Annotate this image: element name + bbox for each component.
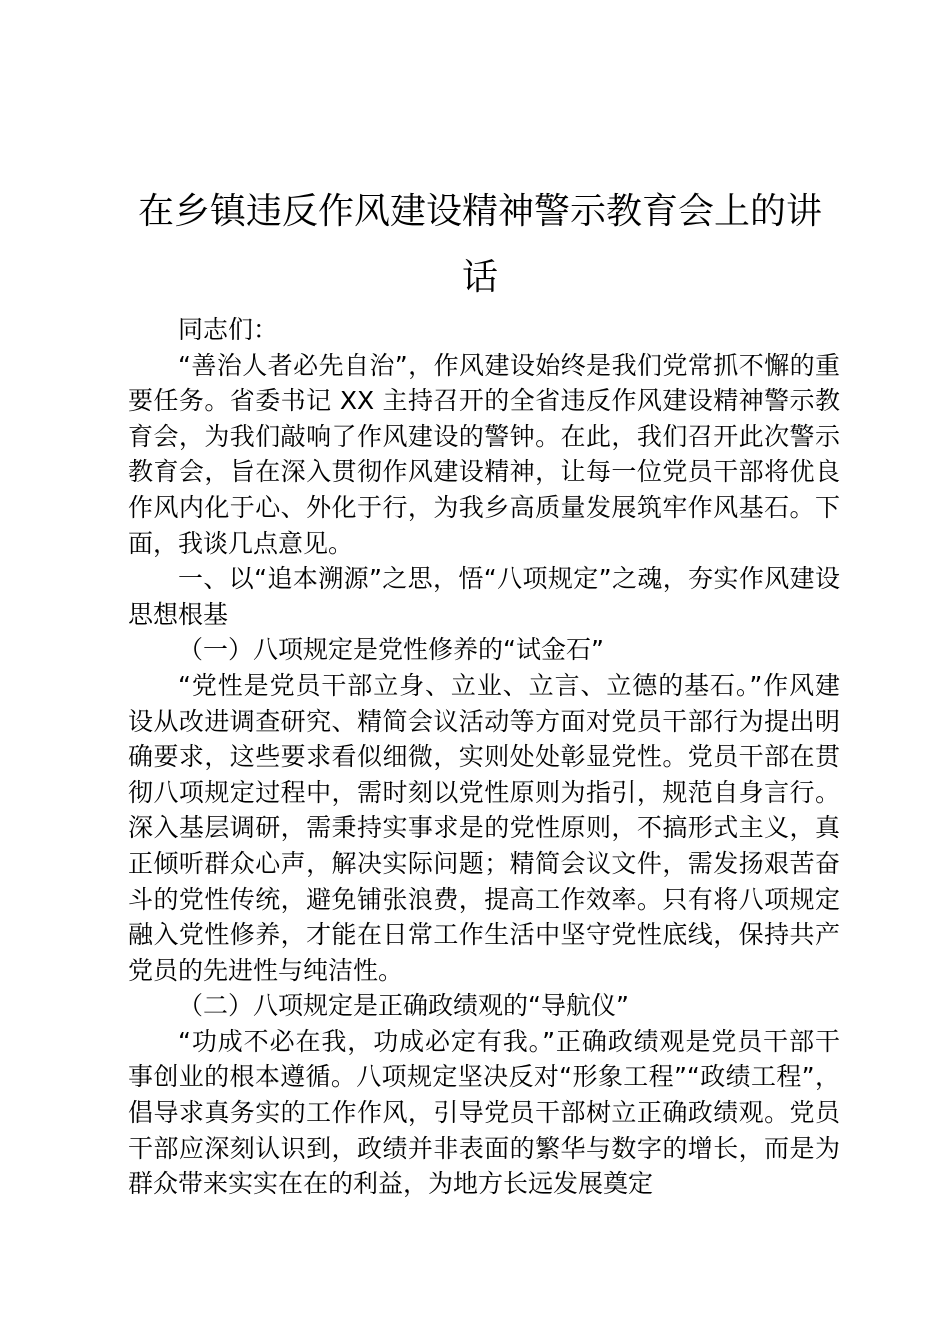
paragraph-party-spirit: “党性是党员干部立身、立业、立言、立德的基石。”作风建设从改进调查研究、精简会议活动等方面对党员干部行为提出明确要求，这些要求看似细微，实则处处彰显党性。党员干部在贯彻八项规定过程中，需时刻以党性原则为指引，规范自身言行。深入基层调研，需秉持实事求是的党性原则，不搞形式主义，真正倾听群众心声，解决实际问题；精简会议文件，需发扬艰苦奋斗的党性传统，避免铺张浪费，提高工作效率。只有将八项规定融入党性修养，才能在日常工作生活中坚守党性底线，保持共产党员的先进性与纯洁性。 [128,670,840,985]
document-title-line-1: 在乡镇违反作风建设精神警示教育会上的讲 [137,191,822,232]
document-title-line-2: 话 [461,257,498,298]
subsection-heading-1: （一）八项规定是党性修养的“试金石” [178,635,604,665]
paragraph-performance-view: “功成不必在我，功成必定有我。”正确政绩观是党员干部干事创业的根本遵循。八项规定坚决反对“形象工程”“政绩工程”，倡导求真务实的工作作风，引导党员干部树立正确政绩观。党员干部应深刻认识到，政绩并非表面的繁华与数字的增长，而是为群众带来实实在在的利益，为地方长远发展奠定 [128,1026,840,1199]
subsection-heading-2: （二）八项规定是正确政绩观的“导航仪” [178,991,629,1021]
paragraph-intro: “善治人者必先自治”，作风建设始终是我们党常抓不懈的重要任务。省委书记 XX 主持召开的全省违反作风建设精神警示教育会，为我们敲响了作风建设的警钟。在此，我们召开此次警示教育会，旨在深入贯彻作风建设精神，让每一位党员干部将优良作风内化于心、外化于行，为我乡高质量发展筑牢作风基石。下面，我谈几点意见。 [128,350,840,558]
document-body [128,312,840,1202]
salutation: 同志们： [178,315,279,344]
section-heading-1: 一、以“追本溯源”之思，悟“八项规定”之魂，夯实作风建设思想根基 [128,564,840,629]
